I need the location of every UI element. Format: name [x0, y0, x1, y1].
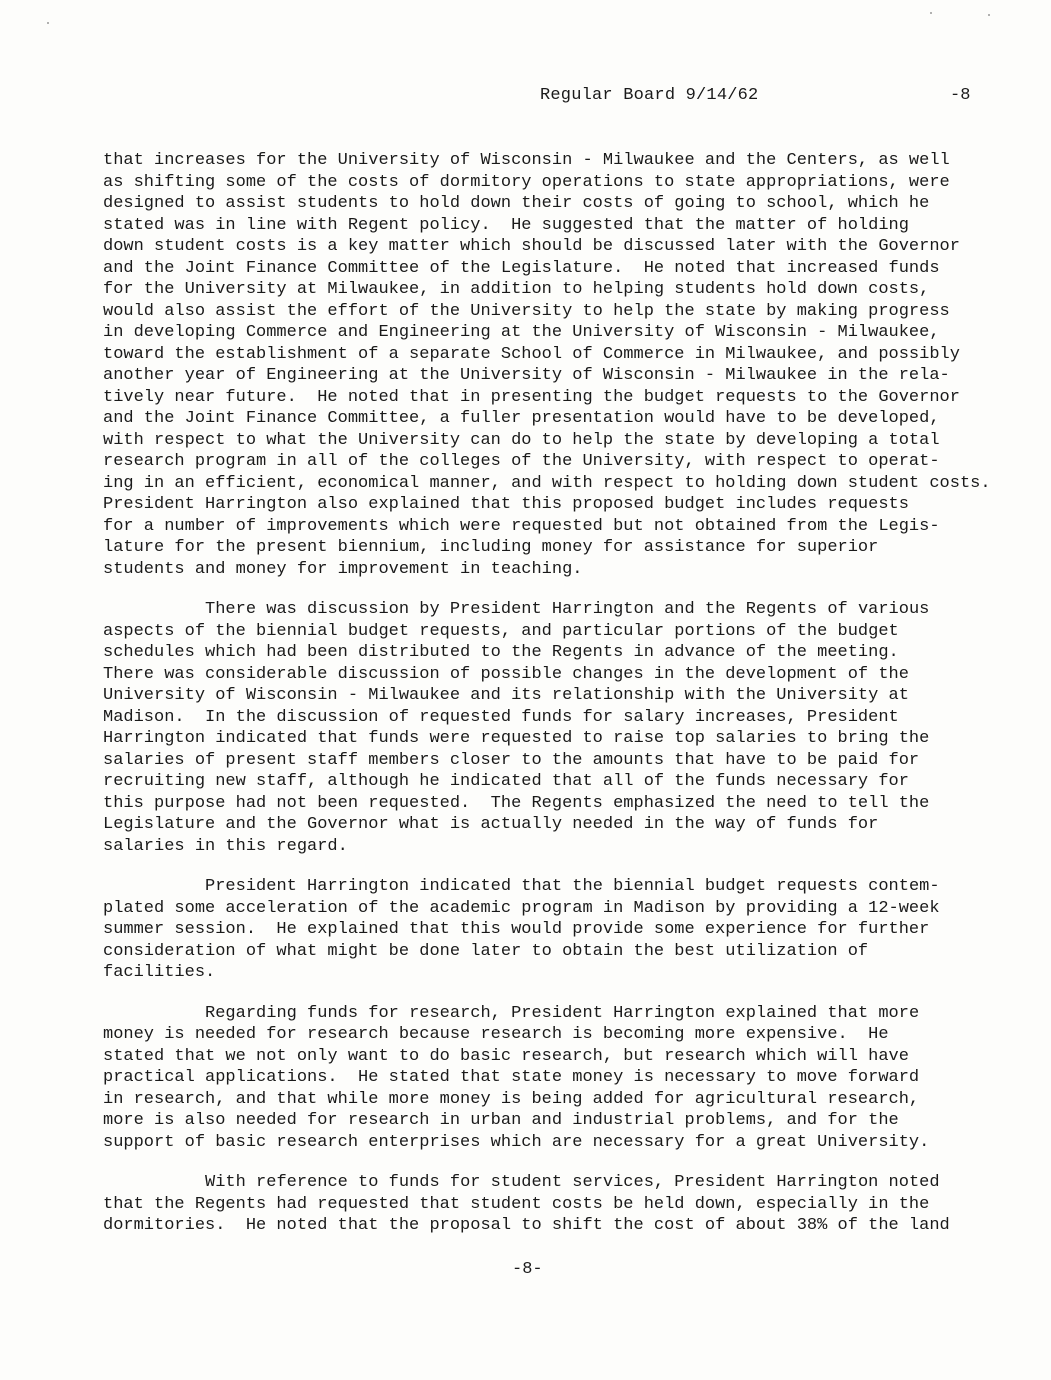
- page-header-number: -8: [950, 86, 971, 105]
- scan-speck: [47, 22, 49, 24]
- paragraph: Regarding funds for research, President Harrington explained that more money is needed for research because research is becoming more expensive. He stated that we not only want to do basic research, but research which will have practical applications. He stated that state money is necessary to move forward in research, and that while more money is being added for agricultural research, more is also needed for research in urban and industrial problems, and for the support of basic research enterprises which are necessary for a great University.: [103, 1003, 930, 1152]
- document-body: [103, 150, 1008, 1237]
- scan-speck: [930, 12, 932, 14]
- page-header-title: Regular Board 9/14/62: [540, 86, 759, 105]
- page-footer-number: -8-: [512, 1260, 543, 1279]
- paragraph: that increases for the University of Wisconsin - Milwaukee and the Centers, as well as shifting some of the costs of dormitory operations to state appropriations, were designed to assist students to hold down their costs of going to school, which he stated was in line with Regent policy. He suggested that the matter of holding down student costs is a key matter which should be discussed later with the Governor and the Joint Finance Committee of the Legislature. He noted that increased funds for the University at Milwaukee, in addition to helping students hold down costs, would also assist the effort of the University to help the state by making progress in developing Commerce and Engineering at the University of Wisconsin - Milwaukee, toward the establishment of a separate School of Commerce in Milwaukee, and possibly another year of Engineering at the University of Wisconsin - Milwaukee in the rela- tively near future. He noted that in presenting the budget requests to the Governor and the Joint Finance Committee, a fuller presentation would have to be developed, with respect to what the University can do to help the state by developing a total research program in all of the colleges of the University, with respect to operat- ing in an efficient, economical manner, and with respect to holding down student costs. President Harrington also explained that this proposed budget includes requests for a number of improvements which were requested but not obtained from the Legis- lature for the present biennium, including money for assistance for superior students and money for improvement in teaching.: [103, 151, 991, 579]
- paragraph: With reference to funds for student services, President Harrington noted that the Regents had requested that student costs be held down, especially in the dormitories. He noted that the proposal to shift the cost of about 38% of the land: [103, 1173, 950, 1235]
- scan-speck: [988, 14, 990, 16]
- paragraph: There was discussion by President Harrington and the Regents of various aspects of the biennial budget requests, and particular portions of the budget schedules which had been distributed to the Regents in advance of the meeting. There was considerable discussion of possible changes in the development of the University of Wisconsin - Milwaukee and its relationship with the University at Madison. In the discussion of requested funds for salary increases, President Harrington indicated that funds were requested to raise top salaries to bring the salaries of present staff members closer to the amounts that have to be paid for recruiting new staff, although he indicated that all of the funds necessary for this purpose had not been requested. The Regents emphasized the need to tell the Legislature and the Governor what is actually needed in the way of funds for salaries in this regard.: [103, 600, 930, 856]
- paragraph: President Harrington indicated that the biennial budget requests contem- plated some acceleration of the academic program in Madison by providing a 12-week summer session. He explained that this would provide some experience for further consideration of what might be done later to obtain the best utilization of facilities.: [103, 877, 940, 982]
